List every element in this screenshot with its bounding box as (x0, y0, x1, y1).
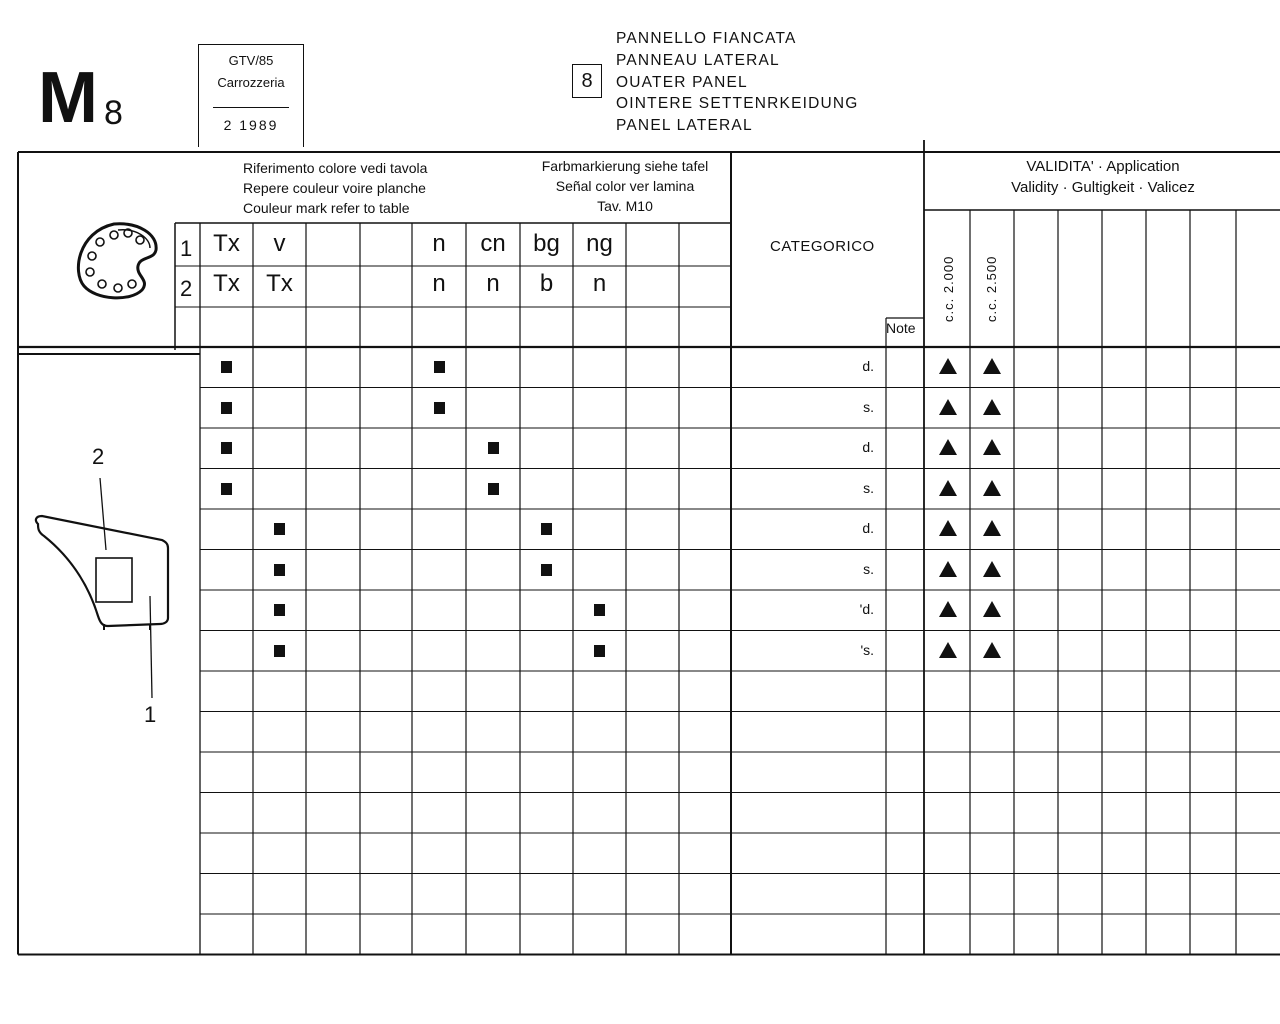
validity-mark (983, 439, 1001, 455)
color-mark (274, 523, 285, 535)
color-ref-it: Riferimento colore vedi tavola (243, 160, 428, 176)
color-row-number: 1 (180, 236, 193, 261)
color-row-number: 2 (180, 276, 193, 301)
catalog-code-letter: M (38, 58, 96, 138)
validity-header (926, 156, 1280, 198)
color-code: cn (480, 230, 506, 257)
title-fr: PANNEAU LATERAL (616, 51, 780, 69)
side-indicator: d. (862, 358, 874, 375)
validity-mark (939, 561, 957, 577)
edition: 2 1989 (223, 117, 279, 133)
model-name: GTV/85 (228, 53, 274, 68)
color-ref-fr: Repere couleur voire planche (243, 180, 426, 196)
color-code: Tx (266, 270, 293, 297)
color-code: v (273, 230, 286, 257)
validity-mark (939, 601, 957, 617)
color-code: Tx (213, 230, 240, 257)
callout-1: 1 (144, 702, 157, 727)
validity-col-2500: c.c. 2.500 (984, 255, 999, 322)
color-mark (541, 564, 552, 576)
color-mark (594, 645, 605, 657)
side-indicator: d. (862, 439, 874, 456)
color-mark (541, 523, 552, 535)
validity-mark (983, 358, 1001, 374)
title-it: PANNELLO FIANCATA (616, 30, 797, 47)
color-ref-de: Farbmarkierung siehe tafel (541, 158, 709, 174)
color-code: b (539, 270, 554, 297)
validity-col-2000: c.c. 2.000 (941, 255, 956, 322)
color-code: n (432, 270, 446, 297)
validity-mark (939, 642, 957, 658)
color-mark (434, 361, 445, 373)
color-code: n (432, 230, 446, 257)
validity-mark (939, 439, 957, 455)
color-code: bg (533, 230, 560, 257)
color-mark (221, 402, 232, 414)
validity-mark (983, 520, 1001, 536)
color-code: ng (586, 230, 613, 257)
validity-mark (939, 358, 957, 374)
validity-title: VALIDITA' · Application (1026, 158, 1180, 175)
palette-icon (74, 220, 160, 302)
validity-mark (983, 642, 1001, 658)
color-mark (274, 564, 285, 576)
title-es: PANEL LATERAL (616, 117, 753, 135)
color-mark (594, 604, 605, 616)
side-indicator: d. (862, 520, 874, 537)
title-de: OINTERE SETTENRKEIDUNG (616, 95, 859, 113)
color-mark (434, 402, 445, 414)
categorico-header: CATEGORICO (770, 238, 875, 255)
validity-mark (939, 520, 957, 536)
color-code: n (486, 270, 500, 297)
color-mark (221, 442, 232, 454)
side-indicator: s. (863, 479, 874, 496)
color-code: Tx (213, 270, 240, 297)
side-indicator: 's. (860, 641, 874, 658)
color-reference-left (243, 158, 427, 218)
figure-number-box: 8 (572, 64, 602, 98)
section-name: Carrozzeria (217, 75, 285, 90)
color-ref-es: Señal color ver lamina (555, 178, 695, 194)
color-ref-table: Tav. M10 (597, 198, 653, 214)
validity-mark (983, 601, 1001, 617)
color-reference-right (530, 156, 720, 216)
color-mark (274, 604, 285, 616)
title-en: OUATER PANEL (616, 73, 748, 91)
color-ref-en: Couleur mark refer to table (243, 200, 410, 216)
validity-mark (983, 480, 1001, 496)
validity-mark (983, 399, 1001, 415)
note-header: Note (886, 320, 916, 336)
side-indicator: s. (863, 560, 874, 577)
side-indicator: s. (863, 398, 874, 415)
color-mark (274, 645, 285, 657)
color-mark (221, 483, 232, 495)
validity-mark (939, 399, 957, 415)
side-indicator: 'd. (859, 601, 874, 618)
validity-mark (939, 480, 957, 496)
color-mark (488, 483, 499, 495)
validity-subtitle: Validity · Gultigkeit · Valicez (1011, 179, 1195, 196)
color-code: n (592, 270, 607, 297)
color-mark (221, 361, 232, 373)
quarter-panel-diagram (30, 440, 190, 730)
callout-2: 2 (92, 444, 105, 469)
color-mark (488, 442, 499, 454)
catalog-code-number: 8 (104, 94, 123, 132)
validity-mark (983, 561, 1001, 577)
